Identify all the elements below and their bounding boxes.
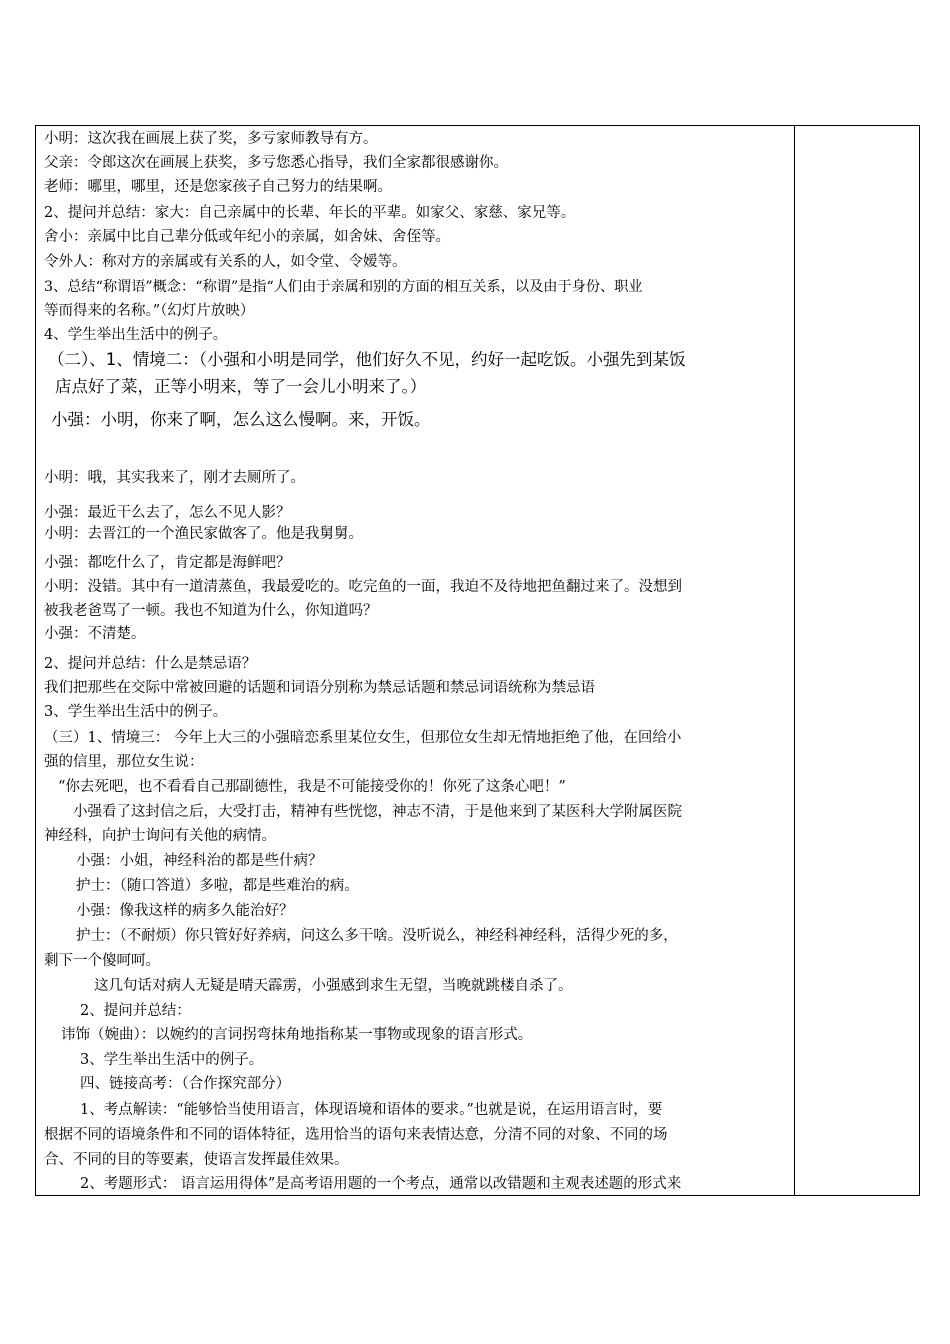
dialogue-line: 小明：哦，其实我来了，刚才去厕所了。 bbox=[44, 470, 305, 486]
text-line: 根据不同的语境条件和不同的语体特征，选用恰当的语句来表情达意，分清不同的对象、不同的场 bbox=[44, 1127, 668, 1143]
dialogue-line: 小明：去晋江的一个渔民家做客了。他是我舅舅。 bbox=[44, 526, 363, 542]
text-line: 2、考题形式： 语言运用得体”是高考语用题的一个考点，通常以改错题和主观表述题的形式来 bbox=[80, 1176, 682, 1192]
dialogue-line: 小强：不清楚。 bbox=[44, 626, 146, 642]
dialogue-line: 小明：没错。其中有一道清蒸鱼，我最爱吃的。吃完鱼的一面，我迫不及待地把鱼翻过来了。没想到 bbox=[44, 579, 682, 595]
dialogue-line: 被我老爸骂了一顿。我也不知道为什么，你知道吗？ bbox=[44, 603, 378, 619]
text-line: 3、总结“称谓语”概念：“称谓”是指“人们由于亲属和别的方面的相互关系，以及由于身份、职业 bbox=[44, 279, 643, 295]
text-line: 2、提问并总结：家大：自己亲属中的长辈、年长的平辈。如家父、家慈、家兄等。 bbox=[44, 205, 576, 221]
dialogue-line: 小强：小姐，神经科治的都是些什病？ bbox=[76, 853, 323, 869]
lesson-table bbox=[35, 125, 920, 1196]
text-line: 神经科，向护士询问有关他的病情。 bbox=[44, 828, 276, 844]
section-heading: 四、链接高考：（合作探究部分） bbox=[80, 1076, 291, 1092]
text-line: 我们把那些在交际中常被回避的话题和词语分别称为禁忌话题和禁忌词语统称为禁忌语 bbox=[44, 680, 595, 696]
scenario-line: 小强：小明，你来了啊，怎么这么慢啊。来，开饭。 bbox=[51, 410, 431, 429]
text-line: 等而得来的名称。”（幻灯片放映） bbox=[44, 303, 255, 319]
dialogue-line: 剩下一个傻呵呵。 bbox=[44, 953, 160, 969]
text-line: 3、学生举出生活中的例子。 bbox=[44, 704, 228, 720]
scenario-line: 店点好了菜，正等小明来，等了一会儿小明来了。） bbox=[55, 377, 427, 396]
text-line: 这几句话对病人无疑是晴天霹雳，小强感到求生无望，当晚就跳楼自杀了。 bbox=[94, 978, 573, 994]
column-divider bbox=[794, 126, 795, 1195]
text-line: 2、提问并总结： bbox=[80, 1003, 191, 1019]
text-line: “你去死吧，也不看看自己那副德性，我是不可能接受你的！你死了这条心吧！” bbox=[58, 779, 566, 795]
text-line: 强的信里，那位女生说： bbox=[44, 754, 204, 770]
text-line: （三）1、情境三： 今年上大三的小强暗恋系里某位女生，但那位女生却无情地拒绝了他，在回给小 bbox=[44, 730, 682, 746]
text-line: 老师：哪里，哪里，还是您家孩子自己努力的结果啊。 bbox=[44, 179, 392, 195]
text-line: 小强看了这封信之后，大受打击，精神有些恍惚，神志不清，于是他来到了某医科大学附属医院 bbox=[73, 804, 682, 820]
dialogue-line: 护士：（随口答道）多啦，都是些难治的病。 bbox=[76, 878, 359, 894]
dialogue-line: 护士：（不耐烦）你只管好好养病，问这么多干啥。没听说么，神经科神经科，活得少死的多， bbox=[76, 928, 678, 944]
text-line: 小明：这次我在画展上获了奖，多亏家师教导有方。 bbox=[44, 131, 378, 147]
text-line: 父亲：令郎这次在画展上获奖，多亏您悉心指导，我们全家都很感谢你。 bbox=[44, 155, 508, 171]
scenario-line: （二）、1、情境二：（小强和小明是同学，他们好久不见，约好一起吃饭。小强先到某饭 bbox=[48, 350, 686, 369]
dialogue-line: 小强：最近干么去了，怎么不见人影？ bbox=[44, 505, 291, 521]
text-line: 讳饰（婉曲）：以婉约的言词拐弯抹角地指称某一事物或现象的语言形式。 bbox=[61, 1027, 533, 1043]
text-line: 令外人：称对方的亲属或有关系的人，如令堂、令嫒等。 bbox=[44, 254, 407, 270]
text-line: 1、考点解读：“能够恰当使用语言，体现语境和语体的要求。”也就是说，在运用语言时，要 bbox=[80, 1102, 663, 1118]
text-line: 4、学生举出生活中的例子。 bbox=[44, 327, 228, 343]
text-line: 2、提问并总结：什么是禁忌语？ bbox=[44, 656, 257, 672]
text-line: 舍小：亲属中比自己辈分低或年纪小的亲属，如舍妹、舍侄等。 bbox=[44, 229, 450, 245]
dialogue-line: 小强：都吃什么了，肯定都是海鲜吧？ bbox=[44, 555, 291, 571]
text-line: 合、不同的目的等要素，使语言发挥最佳效果。 bbox=[44, 1152, 349, 1168]
text-line: 3、学生举出生活中的例子。 bbox=[80, 1052, 264, 1068]
dialogue-line: 小强：像我这样的病多久能治好？ bbox=[76, 903, 294, 919]
